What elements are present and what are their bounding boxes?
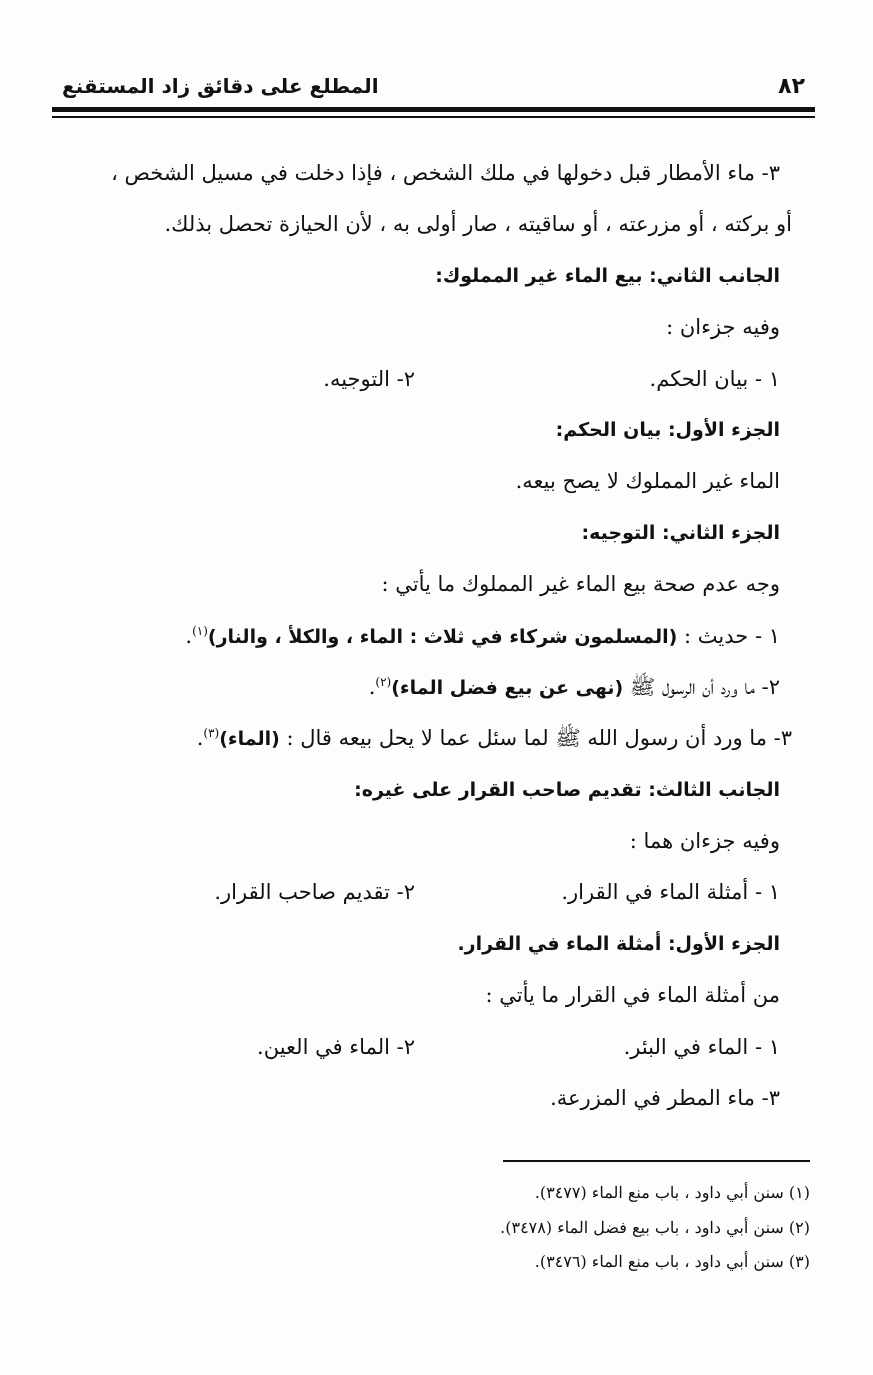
paragraph-line: الماء غير المملوك لا يصح بيعه. bbox=[515, 469, 780, 494]
hadith-quote: (نهى عن بيع فضل الماء) bbox=[391, 676, 624, 699]
paragraph-line: ٣- ماء الأمطار قبل دخولها في ملك الشخص ، فإذا دخلت في مسيل الشخص ، bbox=[111, 161, 780, 185]
footnote-separator bbox=[503, 1160, 810, 1162]
paragraph-line: وفيه جزءان هما : bbox=[629, 829, 780, 854]
paragraph-line: أو بركته ، أو مزرعته ، أو ساقيته ، صار أولى به ، لأن الحيازة تحصل بذلك. bbox=[164, 212, 792, 237]
numbered-item bbox=[62, 662, 780, 713]
list-item: ٢- تقديم صاحب القرار. bbox=[214, 880, 415, 905]
period: . bbox=[185, 623, 193, 648]
footnote-ref[interactable]: (١) bbox=[192, 623, 208, 638]
footnote: (١) سنن أبي داود ، باب منع الماء (٣٤٧٧). bbox=[534, 1183, 810, 1202]
footnote: (٢) سنن أبي داود ، باب بيع فضل الماء (٣٤٧٨). bbox=[500, 1217, 810, 1237]
paragraph-line: وفيه جزءان : bbox=[666, 315, 780, 340]
item-prefix: ٣- ما ورد أن رسول الله ﷺ لما سئل عما لا يحل بيعه قال : bbox=[279, 726, 792, 751]
numbered-item bbox=[62, 713, 792, 764]
hadith-quote: (الماء) bbox=[219, 728, 280, 751]
two-column-list bbox=[62, 354, 780, 405]
footnote-ref[interactable]: (٢) bbox=[375, 674, 392, 689]
page-number: ٨٢ bbox=[778, 74, 805, 99]
subsection-heading: الجزء الأول: بيان الحكم: bbox=[555, 418, 780, 441]
period: . bbox=[368, 674, 376, 699]
paragraph-line: وجه عدم صحة بيع الماء غير المملوك ما يأتي : bbox=[381, 572, 780, 597]
running-header bbox=[52, 66, 813, 100]
subsection-heading: الجزء الثاني: التوجيه: bbox=[581, 521, 780, 544]
list-item: ٢- الماء في العين. bbox=[257, 1034, 415, 1059]
hadith-quote: (المسلمون شركاء في ثلاث : الماء ، والكلأ ، والنار) bbox=[207, 625, 678, 648]
book-title: المطلع على دقائق زاد المستقنع bbox=[62, 74, 379, 98]
header-rule-thick bbox=[52, 107, 815, 112]
item-prefix: ١ - حديث : bbox=[677, 623, 780, 648]
list-item: ٢- التوجيه. bbox=[323, 366, 415, 391]
footnote-ref[interactable]: (٣) bbox=[203, 726, 220, 741]
two-column-list bbox=[62, 867, 780, 918]
list-item: ١ - أمثلة الماء في القرار. bbox=[561, 880, 780, 905]
footnote: (٣) سنن أبي داود ، باب منع الماء (٣٤٧٦). bbox=[534, 1252, 810, 1271]
period: . bbox=[196, 726, 204, 751]
footnotes bbox=[500, 1176, 810, 1280]
list-item: ١ - الماء في البئر. bbox=[623, 1034, 780, 1059]
numbered-item bbox=[62, 611, 780, 662]
section-heading: الجانب الثالث: تقديم صاحب القرار على غيره: bbox=[354, 778, 780, 801]
item-prefix: ٢- ما ورد أن الرسول ﷺ bbox=[623, 674, 780, 699]
paragraph-line: من أمثلة الماء في القرار ما يأتي : bbox=[485, 983, 780, 1008]
subsection-heading: الجزء الأول: أمثلة الماء في القرار. bbox=[457, 932, 780, 955]
section-heading: الجانب الثاني: بيع الماء غير المملوك: bbox=[435, 264, 780, 287]
main-text bbox=[62, 148, 792, 1124]
list-item: ٣- ماء المطر في المزرعة. bbox=[550, 1086, 780, 1111]
list-item: ١ - بيان الحكم. bbox=[649, 366, 780, 391]
two-column-list bbox=[62, 1022, 780, 1073]
header-rule-thin bbox=[52, 116, 815, 118]
